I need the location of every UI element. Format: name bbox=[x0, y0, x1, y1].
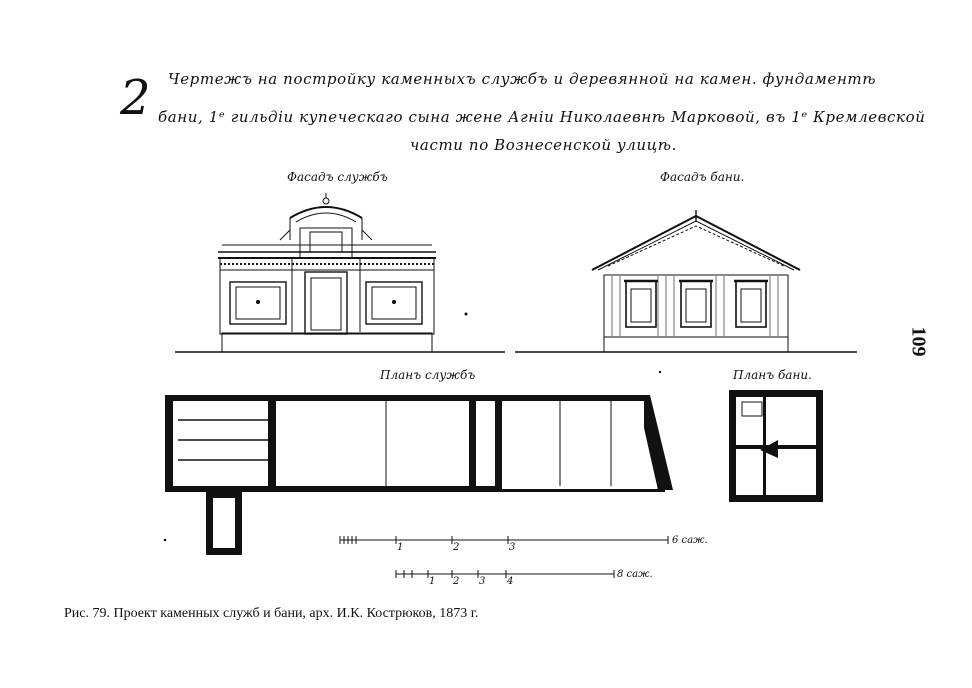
title-line-3: части по Вознесенской улицѣ. bbox=[410, 136, 677, 154]
scale1-tick-3: 3 bbox=[509, 542, 516, 553]
bath-window-middle bbox=[679, 281, 713, 327]
label-plan-bath: Планъ бани. bbox=[733, 368, 812, 382]
drawing-number: 2 bbox=[120, 70, 151, 126]
scale1-tick-1: 1 bbox=[397, 542, 404, 553]
scan-speck bbox=[465, 313, 468, 316]
scale2-tick-4: 4 bbox=[507, 576, 514, 587]
facade-services-drawing bbox=[218, 193, 436, 352]
facade-bath-drawing bbox=[592, 210, 800, 352]
scale1-tick-2: 2 bbox=[453, 542, 460, 553]
scale-bar-1 bbox=[340, 536, 668, 544]
figure-caption: Рис. 79. Проект каменных служб и бани, арх. И.К. Кострюков, 1873 г. bbox=[64, 606, 479, 621]
scan-speck bbox=[659, 371, 661, 373]
scale2-tick-1: 1 bbox=[429, 576, 436, 587]
scale2-tick-3: 3 bbox=[479, 576, 486, 587]
bath-window-right bbox=[734, 281, 768, 327]
label-plan-services: Планъ службъ bbox=[380, 368, 476, 382]
plan-bath-drawing bbox=[729, 390, 823, 502]
scale2-tick-2: 2 bbox=[453, 576, 460, 587]
scale1-end-label: 6 саж. bbox=[672, 535, 708, 546]
scan-speck bbox=[164, 539, 167, 542]
plan-services-drawing bbox=[165, 395, 673, 555]
title-line-1: Чертежъ на постройку каменныхъ службъ и деревянной на камен. фундаментѣ bbox=[168, 70, 877, 88]
bath-window-left bbox=[624, 281, 658, 327]
label-facade-bath: Фасадъ бани. bbox=[660, 170, 745, 184]
scale2-end-label: 8 саж. bbox=[617, 569, 653, 580]
title-line-2: бани, 1ᵉ гильдіи купеческаго сына жене Агніи Николаевнѣ Марковой, въ 1ᵉ Кремлевской bbox=[158, 108, 926, 126]
page-number: 109 bbox=[907, 326, 930, 357]
label-facade-services: Фасадъ службъ bbox=[287, 170, 388, 184]
